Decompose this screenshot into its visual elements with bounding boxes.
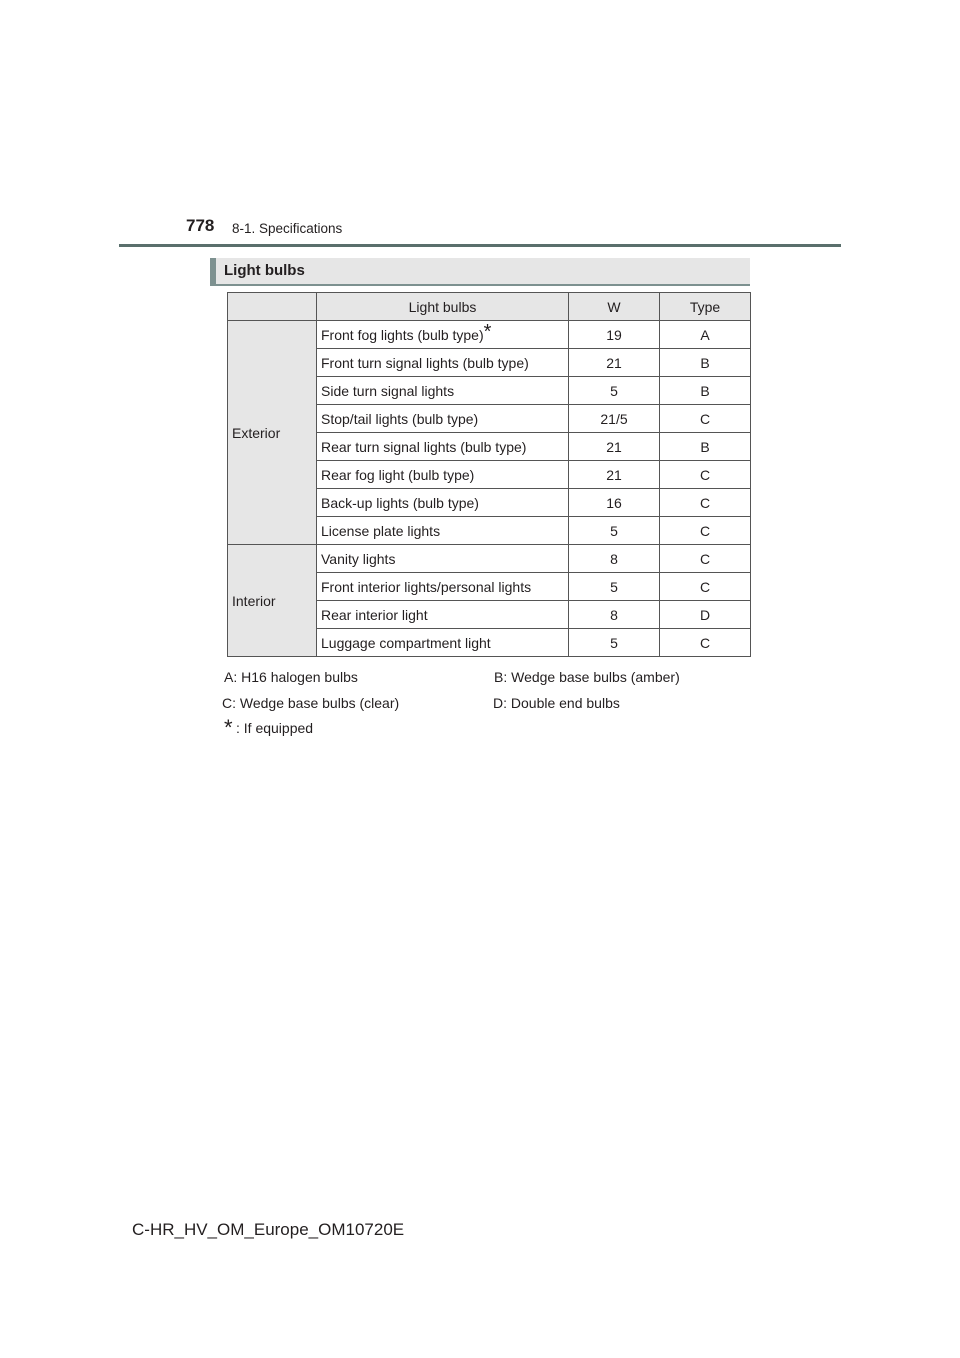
footnote-text: : If equipped: [236, 720, 314, 736]
type-cell: C: [660, 545, 751, 573]
legend-a: A: H16 halogen bulbs: [224, 669, 358, 685]
wattage-cell: 5: [569, 377, 660, 405]
bulb-name-cell: [317, 321, 569, 349]
header-cell-blank: [228, 293, 317, 321]
bulb-name-cell: Luggage compartment light: [317, 629, 569, 657]
wattage-cell: 21: [569, 433, 660, 461]
bulb-name-cell: Vanity lights: [317, 545, 569, 573]
bulb-name-cell: Front turn signal lights (bulb type): [317, 349, 569, 377]
table-row: [228, 545, 751, 573]
wattage-cell: 21/5: [569, 405, 660, 433]
wattage-cell: 8: [569, 601, 660, 629]
legend-c: C: Wedge base bulbs (clear): [222, 695, 400, 711]
bulb-name-cell: Front interior lights/personal lights: [317, 573, 569, 601]
table-row: [228, 321, 751, 349]
bulb-name-cell: Side turn signal lights: [317, 377, 569, 405]
type-cell: C: [660, 573, 751, 601]
bulb-name-cell: Stop/tail lights (bulb type): [317, 405, 569, 433]
wattage-cell: 8: [569, 545, 660, 573]
wattage-cell: 21: [569, 461, 660, 489]
wattage-cell: 21: [569, 349, 660, 377]
type-cell: C: [660, 461, 751, 489]
wattage-cell: 5: [569, 629, 660, 657]
type-cell: C: [660, 405, 751, 433]
header-cell-type: Type: [660, 293, 751, 321]
wattage-cell: 19: [569, 321, 660, 349]
section-header: 8-1. Specifications: [232, 221, 343, 236]
light-bulbs-table: [227, 292, 751, 657]
header-cell-light-bulbs: Light bulbs: [317, 293, 569, 321]
page-number: 778: [186, 216, 215, 235]
type-cell: B: [660, 377, 751, 405]
bulb-name: Front fog lights (bulb type): [321, 326, 484, 343]
footnote-star: *: [224, 715, 233, 740]
wattage-cell: 16: [569, 489, 660, 517]
type-cell: B: [660, 433, 751, 461]
type-cell: C: [660, 489, 751, 517]
type-cell: C: [660, 629, 751, 657]
type-cell: D: [660, 601, 751, 629]
legend-d: D: Double end bulbs: [493, 695, 620, 711]
type-cell: C: [660, 517, 751, 545]
bulb-name-cell: Back-up lights (bulb type): [317, 489, 569, 517]
section-title-bar: [210, 258, 750, 284]
bulb-name-cell: License plate lights: [317, 517, 569, 545]
wattage-cell: 5: [569, 517, 660, 545]
header-cell-w: W: [569, 293, 660, 321]
header-divider: [119, 244, 841, 247]
document-id: C-HR_HV_OM_Europe_OM10720E: [132, 1220, 405, 1239]
bulb-name-cell: Rear turn signal lights (bulb type): [317, 433, 569, 461]
footnote-mark: *: [483, 320, 492, 343]
bulb-name-cell: Rear fog light (bulb type): [317, 461, 569, 489]
type-cell: B: [660, 349, 751, 377]
category-cell-exterior: Exterior: [228, 321, 317, 545]
wattage-cell: 5: [569, 573, 660, 601]
legend-b: B: Wedge base bulbs (amber): [494, 669, 680, 685]
table-header-row: [228, 293, 751, 321]
type-cell: A: [660, 321, 751, 349]
bulb-name-cell: Rear interior light: [317, 601, 569, 629]
category-cell-interior: Interior: [228, 545, 317, 657]
section-title: Light bulbs: [224, 262, 305, 279]
